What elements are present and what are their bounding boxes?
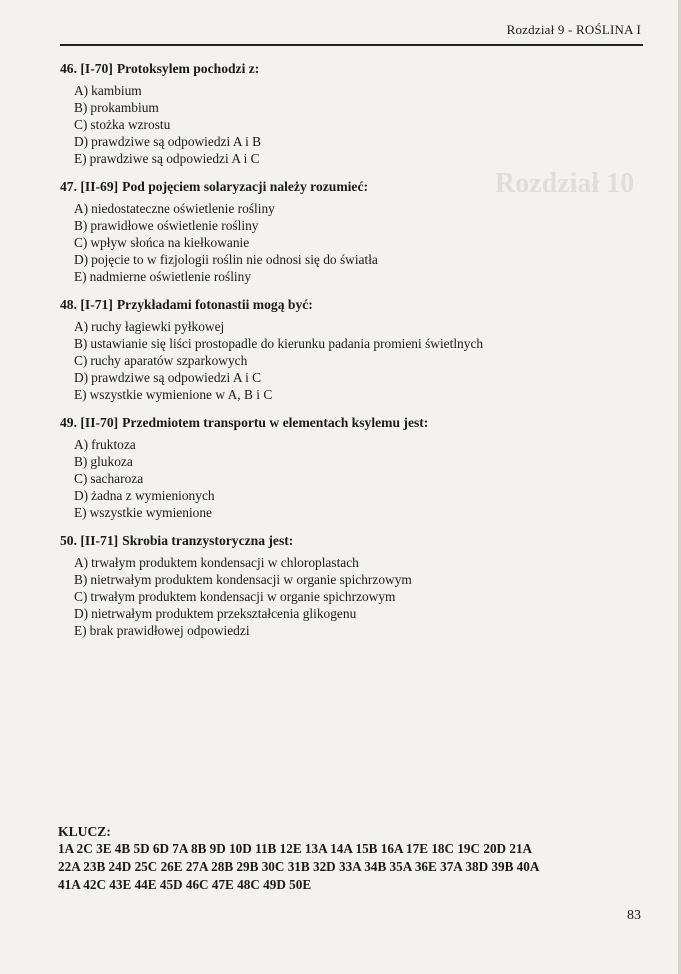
header-rule [60, 44, 643, 46]
question-title [60, 178, 640, 195]
question-title [60, 296, 640, 313]
chapter-label: Rozdział 9 - ROŚLINA I [506, 22, 641, 37]
answer-key-line: 1A 2C 3E 4B 5D 6D 7A 8B 9D 10D 11B 12E 13A 14A 15B 16A 17E 18C 19C 20D 21A [58, 841, 533, 856]
answer-options [60, 82, 640, 167]
question-text: Przedmiotem transportu w elementach ksylemu jest: [122, 415, 429, 430]
answer-option: A) fruktoza [74, 437, 136, 452]
answer-option: E) prawdziwe są odpowiedzi A i C [74, 151, 260, 166]
answer-options [60, 200, 640, 285]
question-text: Skrobia tranzystoryczna jest: [122, 533, 294, 548]
question-text: Przykładami fotonastii mogą być: [116, 297, 313, 312]
answer-option: C) trwałym produktem kondensacji w organie spichrzowym [74, 589, 396, 604]
question-48 [60, 296, 640, 403]
answer-option: C) ruchy aparatów szparkowych [74, 353, 248, 368]
answer-option: A) niedostateczne oświetlenie rośliny [74, 201, 275, 216]
answer-option: C) stożka wzrostu [74, 117, 171, 132]
answer-option: B) prokambium [74, 100, 159, 115]
running-header [507, 22, 641, 38]
question-50 [60, 532, 640, 639]
answer-option: D) prawdziwe są odpowiedzi A i B [74, 134, 262, 149]
answer-option: E) brak prawidłowej odpowiedzi [74, 623, 250, 638]
answer-key-line: 22A 23B 24D 25C 26E 27A 28B 29B 30C 31B 32D 33A 34B 35A 36E 37A 38D 39B 40A [58, 859, 540, 874]
question-number: 46. [I-70] [60, 61, 113, 76]
answer-option: B) ustawianie się liści prostopadle do kierunku padania promieni świetlnych [74, 336, 484, 351]
answer-option: B) prawidłowe oświetlenie rośliny [74, 218, 259, 233]
question-text: Pod pojęciem solaryzacji należy rozumieć: [122, 179, 369, 194]
question-title [60, 60, 640, 77]
answer-option: C) wpływ słońca na kiełkowanie [74, 235, 250, 250]
answer-options [60, 318, 640, 403]
answer-key-title: KLUCZ: [58, 824, 111, 839]
answer-option: D) żadna z wymienionych [74, 488, 215, 503]
answer-options [60, 554, 640, 639]
answer-option: E) wszystkie wymienione [74, 505, 212, 520]
question-title [60, 532, 640, 549]
answer-option: E) wszystkie wymienione w A, B i C [74, 387, 273, 402]
page-number: 83 [627, 908, 641, 923]
answer-key-line: 41A 42C 43E 44E 45D 46C 47E 48C 49D 50E [58, 877, 312, 892]
answer-option: B) glukoza [74, 454, 133, 469]
answer-option: B) nietrwałym produktem kondensacji w organie spichrzowym [74, 572, 412, 587]
answer-option: D) pojęcie to w fizjologii roślin nie odnosi się do światła [74, 252, 378, 267]
question-text: Protoksylem pochodzi z: [116, 61, 260, 76]
answer-option: A) trwałym produktem kondensacji w chloroplastach [74, 555, 359, 570]
answer-option: D) prawdziwe są odpowiedzi A i C [74, 370, 262, 385]
question-title [60, 414, 640, 431]
question-46 [60, 60, 640, 167]
answer-key [58, 823, 648, 894]
bleed-through: Rozdział 10 [495, 168, 635, 199]
question-47 [60, 178, 640, 285]
question-number: 49. [II-70] [60, 415, 119, 430]
question-list [60, 60, 640, 650]
answer-option: D) nietrwałym produktem przekształcenia glikogenu [74, 606, 357, 621]
answer-option: C) sacharoza [74, 471, 144, 486]
question-number: 47. [II-69] [60, 179, 119, 194]
answer-option: A) kambium [74, 83, 142, 98]
question-number: 50. [II-71] [60, 533, 119, 548]
answer-options [60, 436, 640, 521]
question-number: 48. [I-71] [60, 297, 113, 312]
question-49 [60, 414, 640, 521]
answer-option: A) ruchy łagiewki pyłkowej [74, 319, 225, 334]
answer-option: E) nadmierne oświetlenie rośliny [74, 269, 252, 284]
